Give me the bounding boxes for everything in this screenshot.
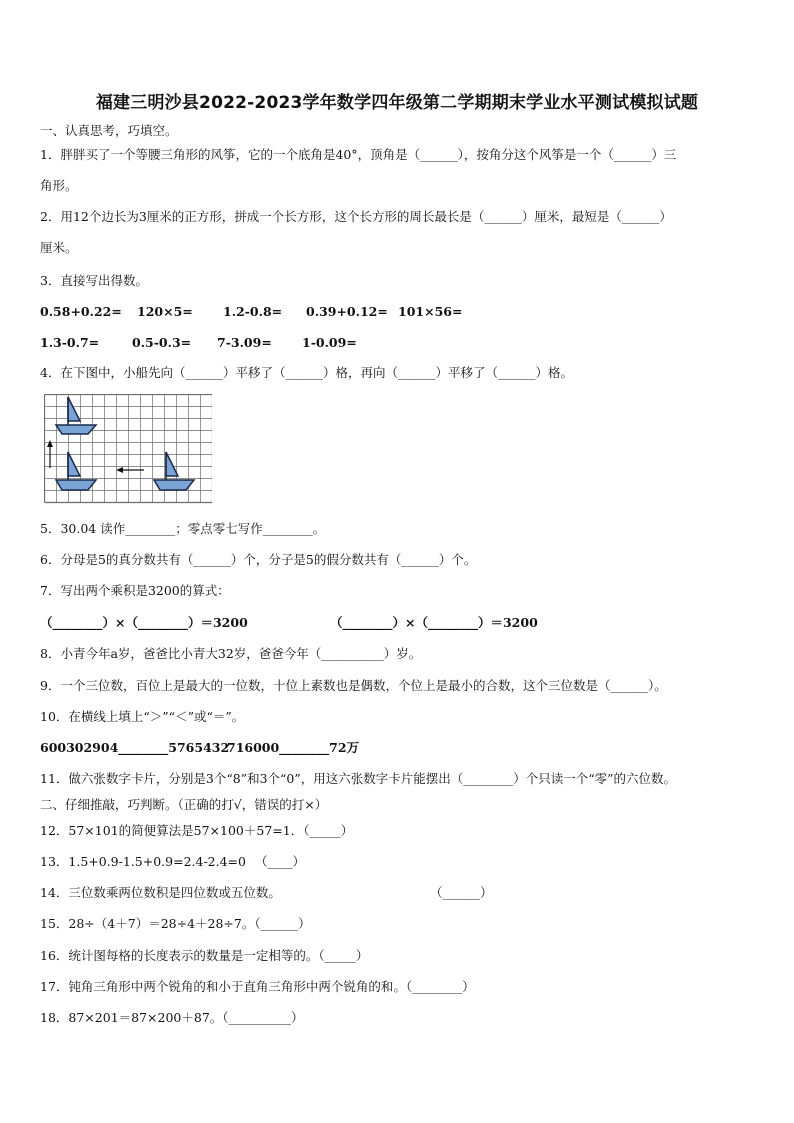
question-7: 7．写出两个乘积是3200的算式： xyxy=(40,583,230,598)
calc-item: 120×5= xyxy=(137,304,193,319)
question-12: 12．57×101的简便算法是57×100＋57=1．（_____） xyxy=(40,823,354,838)
question-16: 16．统计图每格的长度表示的数量是一定相等的。（_____） xyxy=(40,948,369,963)
section-1-heading: 一、认真思考，巧填空。 xyxy=(40,123,178,138)
boat-middle-hull xyxy=(56,480,96,490)
question-9: 9．一个三位数，百位上是最大的一位数，十位上素数也是偶数，个位上是最小的合数，这个三位数是（______）。 xyxy=(40,678,667,693)
q10-compare: 600302904________5765432 xyxy=(40,740,230,755)
boat-middle xyxy=(56,452,96,490)
question-4: 4．在下图中，小船先向（______）平移了（______）格，再向（______）平移了（______）格。 xyxy=(40,365,573,380)
question-3: 3．直接写出得数。 xyxy=(40,273,148,288)
q7-equation: （________）×（________）＝3200 xyxy=(330,615,538,630)
question-11: 11．做六张数字卡片，分别是3个“8”和3个“0”，用这六张数字卡片能摆出（________）个只读一个“零”的六位数。 xyxy=(40,771,677,786)
boat-middle-sail xyxy=(68,452,80,476)
boat-translation-grid xyxy=(44,394,212,507)
q14-answer-blank: （______） xyxy=(430,885,493,900)
calc-item: 1.3-0.7= xyxy=(40,335,100,350)
question-13 xyxy=(40,853,306,871)
question-8: 8．小青今年a岁，爸爸比小青大32岁，爸爸今年（__________）岁。 xyxy=(40,646,422,661)
calc-item: 101×56= xyxy=(398,304,463,319)
question-15: 15．28÷（4＋7）＝28÷4＋28÷7。（______） xyxy=(40,916,311,931)
question-6: 6．分母是5的真分数共有（______）个，分子是5的假分数共有（______）个。 xyxy=(40,552,477,567)
question-10: 10．在横线上填上“＞”“＜”或“＝”。 xyxy=(40,709,245,724)
calc-item: 0.39+0.12= xyxy=(306,304,388,319)
q7-equation: （________）×（________）＝3200 xyxy=(40,615,248,630)
boat-right xyxy=(154,452,194,490)
question-18: 18．87×201＝87×200＋87。（__________） xyxy=(40,1010,304,1025)
left-arrow-icon xyxy=(116,467,144,473)
question-2-line-1: 2．用12个边长为3厘米的正方形，拼成一个长方形，这个长方形的周长最长是（______）厘米，最短是（______） xyxy=(40,209,672,224)
q13-text: 13．1.5+0.9-1.5+0.9=2.4-2.4=0 xyxy=(40,854,246,869)
page-title: 福建三明沙县2022-2023学年数学四年级第二学期期末学业水平测试模拟试题 xyxy=(95,93,699,113)
question-17: 17．钝角三角形中两个锐角的和小于直角三角形中两个锐角的和。（________） xyxy=(40,979,475,994)
question-14 xyxy=(40,884,493,902)
section-2-heading: 二、仔细推敲，巧判断。（正确的打√，错误的打×） xyxy=(40,797,328,812)
question-5: 5．30.04 读作________；零点零七写作________。 xyxy=(40,521,326,536)
calc-item: 1-0.09= xyxy=(302,335,357,350)
calc-item: 0.5-0.3= xyxy=(132,335,192,350)
q13-answer-blank: （____） xyxy=(255,854,306,869)
boat-top xyxy=(56,397,96,434)
question-1-line-1: 1．胖胖买了一个等腰三角形的风筝，它的一个底角是40°，顶角是（______），按角分这个风筝是一个（______）三 xyxy=(40,147,677,162)
calc-item: 1.2-0.8= xyxy=(223,304,283,319)
calc-item: 7-3.09= xyxy=(217,335,272,350)
question-2-line-2: 厘米。 xyxy=(40,240,78,255)
boat-right-hull xyxy=(154,480,194,490)
question-1-line-2: 角形。 xyxy=(40,178,78,193)
calc-item: 0.58+0.22= xyxy=(40,304,122,319)
q10-compare: 716000________72万 xyxy=(227,740,360,755)
up-arrow-icon xyxy=(47,440,53,468)
boat-top-sail xyxy=(68,397,80,421)
q14-text: 14．三位数乘两位数积是四位数或五位数。 xyxy=(40,885,281,900)
boat-top-hull xyxy=(56,425,96,434)
